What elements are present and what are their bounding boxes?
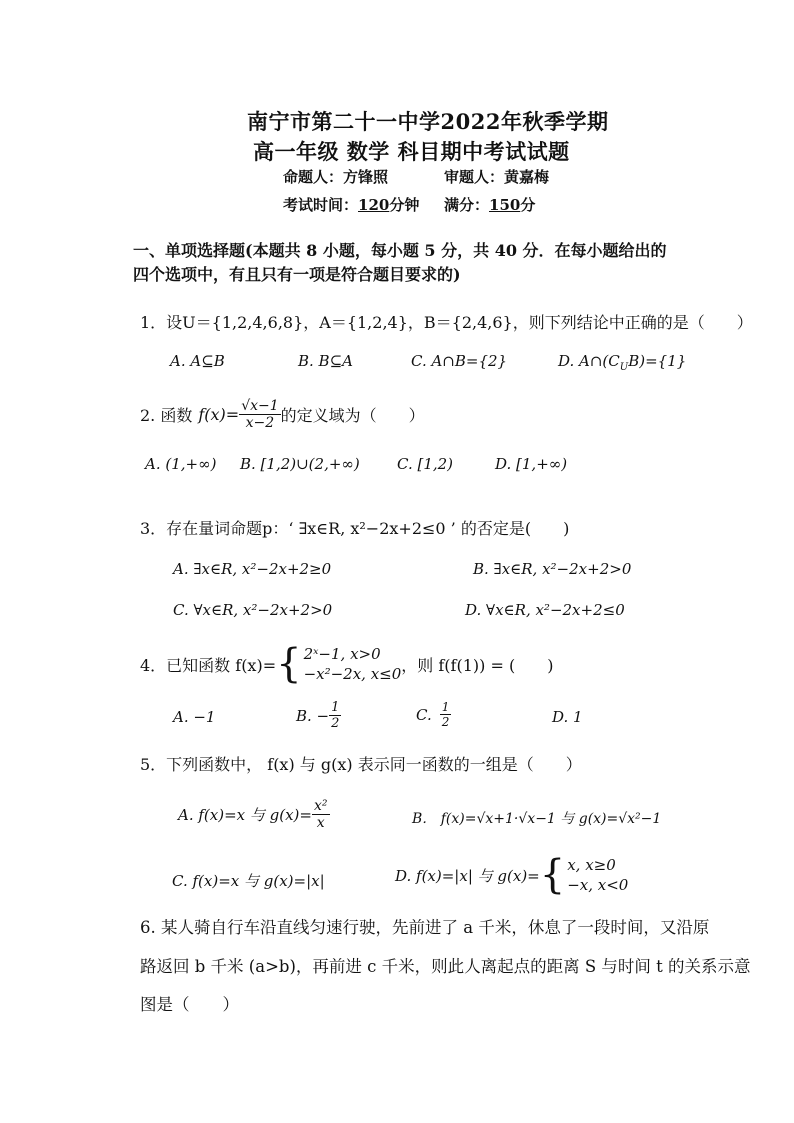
q3-option-a: A. ∃x∈R, x²−2x+2≥0 bbox=[173, 560, 332, 578]
q4-option-d: D. 1 bbox=[552, 708, 583, 726]
reviewer-label: 审题人：黄嘉梅 bbox=[444, 168, 550, 186]
q3-option-d: D. ∀x∈R, x²−2x+2≤0 bbox=[465, 601, 625, 619]
q4-brace: { bbox=[276, 641, 302, 687]
score-unit: 分 bbox=[520, 196, 536, 214]
q1-stem: 1．设U＝{1,2,4,6,8}，A＝{1,2,4}，B＝{2,4,6}，则下列结论中正确的是（ ） bbox=[140, 313, 753, 332]
q3-option-c: C. ∀x∈R, x²−2x+2>0 bbox=[173, 601, 333, 619]
q4-case1: 2ˣ−1, x>0 bbox=[303, 645, 381, 663]
q4-piecewise bbox=[276, 641, 402, 687]
q4-case2: −x²−2x, x≤0 bbox=[303, 665, 402, 683]
q5-option-d: D. f(x)=|x| 与 g(x)= { x, x≥0 −x, x<0 bbox=[395, 852, 629, 898]
q2-option-c: C. [1,2) bbox=[397, 455, 454, 473]
time-label: 考试时间： bbox=[283, 196, 359, 214]
section1-line2: 四个选项中，有且只有一项是符合题目要求的) bbox=[133, 265, 461, 284]
full-score bbox=[444, 194, 535, 215]
q2-fraction-num: √x−1 bbox=[241, 398, 279, 414]
q1-option-a: A. A⊆B bbox=[170, 352, 225, 370]
q5-brace: { bbox=[539, 852, 566, 898]
q1-option-b: B. B⊆A bbox=[298, 352, 353, 370]
exam-title: 高一年级 数学 科目期中考试试题 bbox=[253, 139, 570, 164]
score-value: 150 bbox=[489, 196, 521, 214]
q4-suffix: ，则 f(f(1)) = ( ) bbox=[401, 655, 554, 675]
q5-option-a: A. f(x)=x 与 g(x)= $\frac{\text{x²}}{x}$ bbox=[178, 798, 328, 831]
q2-suffix: 的定义域为（ ） bbox=[280, 406, 425, 425]
q2-fx: f(x)= bbox=[198, 405, 240, 424]
q2-option-b: B. [1,2)∪(2,+∞) bbox=[240, 455, 360, 473]
q2-fraction bbox=[239, 398, 280, 431]
q6-line2: 路返回 b 千米 (a>b)，再前进 c 千米，则此人离起点的距离 S 与时间 t 的关系示意 bbox=[140, 957, 751, 976]
q2-fraction-den: x−2 bbox=[245, 415, 275, 431]
q4-stem bbox=[140, 641, 554, 687]
q4-option-c: C. $\frac{1}{2}$ bbox=[416, 700, 450, 729]
q6-line1: 6. 某人骑自行车沿直线匀速行驶，先前进了 a 千米，休息了一段时间，又沿原 bbox=[140, 918, 710, 937]
setter-label: 命题人：方锋照 bbox=[283, 168, 389, 186]
q5-stem: 5．下列函数中， f(x) 与 g(x) 表示同一函数的一组是（ ） bbox=[140, 755, 582, 774]
q5-option-c: C. f(x)=x 与 g(x)=|x| bbox=[172, 872, 325, 890]
time-unit: 分钟 bbox=[389, 196, 420, 214]
score-label: 满分： bbox=[444, 196, 490, 214]
exam-time bbox=[283, 194, 419, 215]
q6-line3: 图是（ ） bbox=[140, 995, 239, 1014]
school-term-title: 南宁市第二十一中学2022年秋季学期 bbox=[247, 109, 609, 134]
q4-option-b: B. − $\frac{1}{2}$ bbox=[296, 700, 340, 731]
q2-prefix: 2. 函数 bbox=[140, 406, 193, 425]
q2-option-a: A. (1,+∞) bbox=[145, 455, 217, 473]
q3-stem: 3．存在量词命题p：‘ ∃x∈R, x²−2x+2≤0 ’ 的否定是( ) bbox=[140, 519, 570, 538]
q4-prefix: 4．已知函数 f(x)= bbox=[140, 655, 277, 675]
q2-stem bbox=[140, 398, 425, 431]
q4-option-a: A. −1 bbox=[173, 708, 216, 726]
q1-option-d: D. $A\cap(C_UB)=\{1\}$ bbox=[558, 352, 687, 373]
section1-line1: 一、单项选择题(本题共 8 小题，每小题 5 分，共 40 分．在每小题给出的 bbox=[133, 241, 667, 260]
q3-option-b: B. ∃x∈R, x²−2x+2>0 bbox=[473, 560, 632, 578]
q1-option-c: C. A∩B={2} bbox=[411, 352, 508, 370]
time-value: 120 bbox=[358, 196, 390, 214]
q2-option-d: D. [1,+∞) bbox=[495, 455, 568, 473]
q5-option-b: B． f(x)=√x+1·√x−1 与 g(x)=√x²−1 bbox=[412, 811, 662, 827]
